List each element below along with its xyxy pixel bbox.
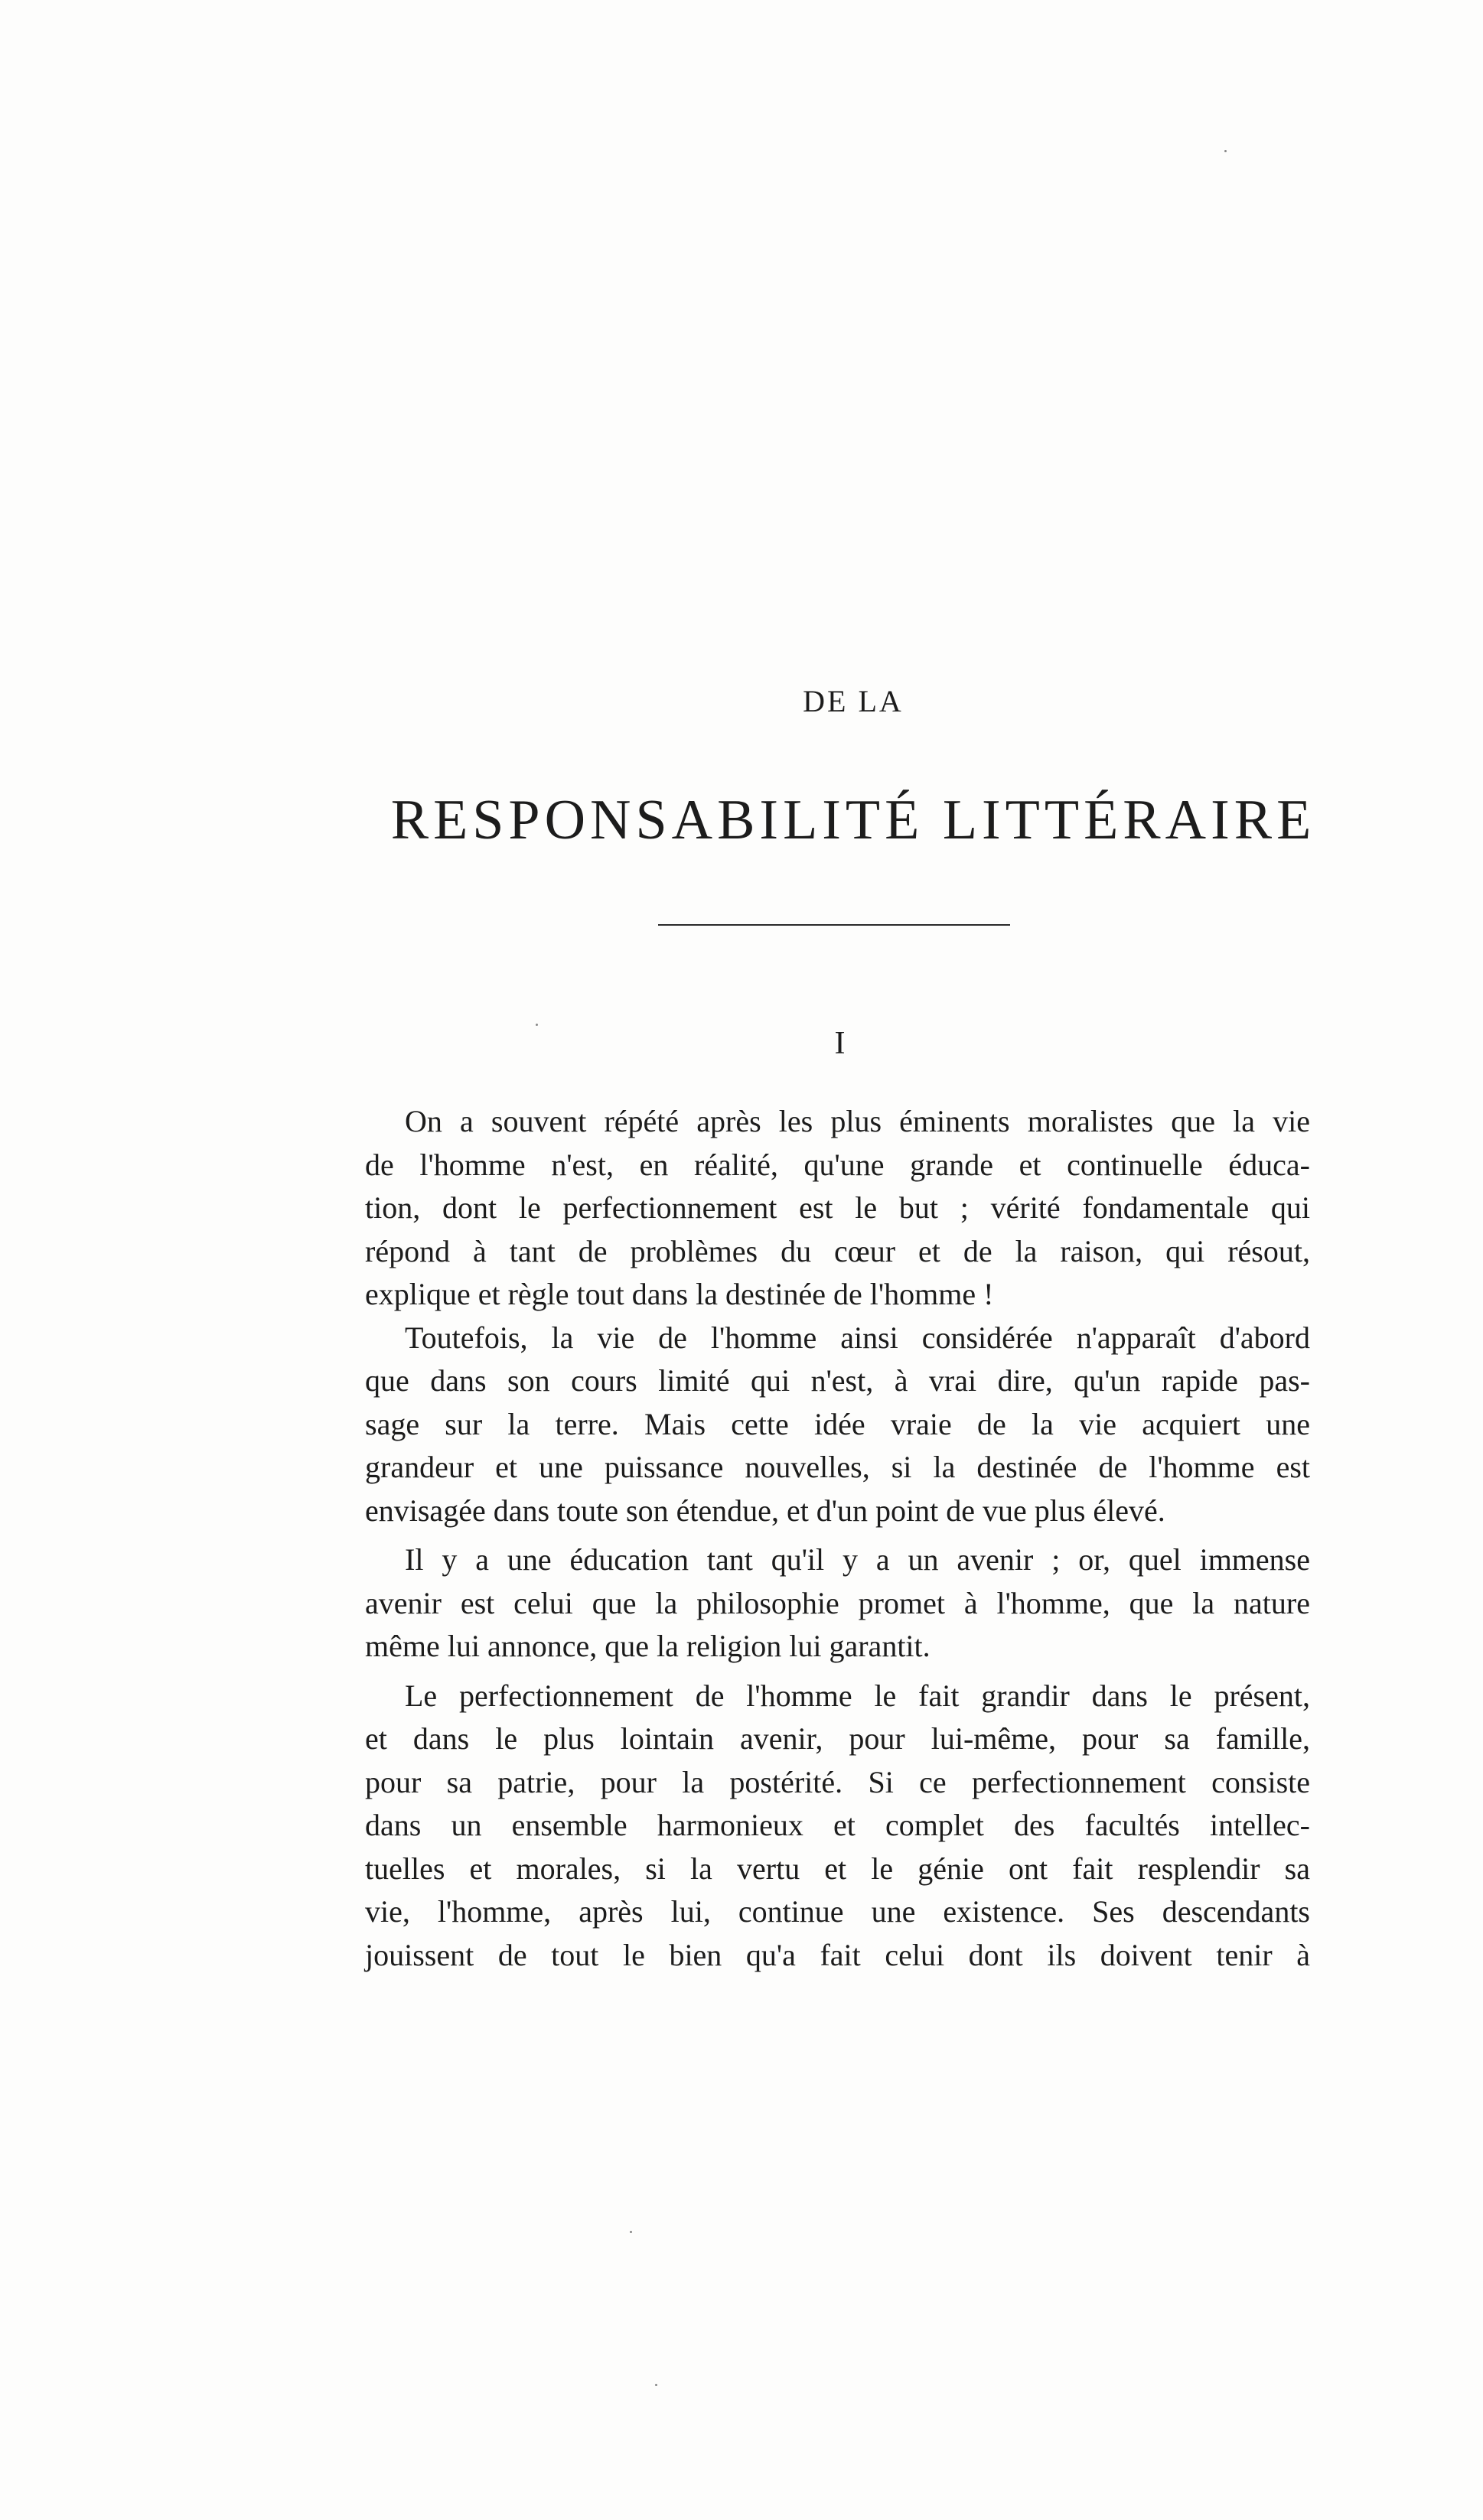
text-line: Toutefois, la vie de l'homme ainsi considérée n'apparaît d'abord: [405, 1320, 1310, 1355]
paragraph: [365, 1100, 1310, 1317]
text-line: pour sa patrie, pour la postérité. Si ce perfectionnement consiste: [365, 1764, 1310, 1799]
text-line: avenir est celui que la philosophie promet à l'homme, que la nature: [365, 1585, 1310, 1620]
text-line: même lui annonce, que la religion lui garantit.: [365, 1629, 931, 1663]
text-line: dans un ensemble harmonieux et complet des facultés intellec-: [365, 1808, 1310, 1842]
text-line: et dans le plus lointain avenir, pour lui-même, pour sa famille,: [365, 1721, 1310, 1756]
text-line: Il y a une éducation tant qu'il y a un avenir ; or, quel immense: [405, 1542, 1310, 1577]
body-text: [365, 1100, 1310, 1977]
paper-speck: [655, 2384, 657, 2386]
text-line: de l'homme n'est, en réalité, qu'une grande et continuelle éduca-: [365, 1147, 1310, 1182]
text-line: envisagée dans toute son étendue, et d'un point de vue plus élevé.: [365, 1493, 1165, 1528]
text-line: explique et règle tout dans la destinée de l'homme !: [365, 1277, 994, 1311]
text-line: répond à tant de problèmes du cœur et de la raison, qui résout,: [365, 1233, 1310, 1268]
chapter-title: RESPONSABILITÉ LITTÉRAIRE: [390, 789, 1316, 851]
text-line: grandeur et une puissance nouvelles, si la destinée de l'homme est: [365, 1450, 1310, 1484]
paragraph: [365, 1317, 1310, 1533]
chapter-kicker: DE LA: [803, 684, 904, 718]
paper-speck: [1224, 150, 1227, 152]
paragraph: [365, 1675, 1310, 1978]
paper-speck: [536, 1024, 538, 1026]
text-line: tion, dont le perfectionnement est le but ; vérité fondamentale qui: [365, 1190, 1310, 1225]
paper-speck: [630, 2231, 632, 2233]
text-line: sage sur la terre. Mais cette idée vraie de la vie acquiert une: [365, 1406, 1310, 1441]
title-divider-rule: [658, 924, 1010, 926]
text-line: tuelles et morales, si la vertu et le génie ont fait resplendir sa: [365, 1851, 1310, 1886]
text-line: que dans son cours limité qui n'est, à vrai dire, qu'un rapide pas-: [365, 1363, 1310, 1398]
text-line: vie, l'homme, après lui, continue une existence. Ses descendants: [365, 1894, 1310, 1929]
paragraph: [365, 1538, 1310, 1669]
text-line: On a souvent répété après les plus éminents moralistes que la vie: [405, 1104, 1310, 1138]
text-line: Le perfectionnement de l'homme le fait grandir dans le présent,: [405, 1678, 1310, 1713]
section-number: I: [834, 1026, 846, 1061]
text-line: jouissent de tout le bien qu'a fait celui dont ils doivent tenir à: [365, 1937, 1310, 1972]
